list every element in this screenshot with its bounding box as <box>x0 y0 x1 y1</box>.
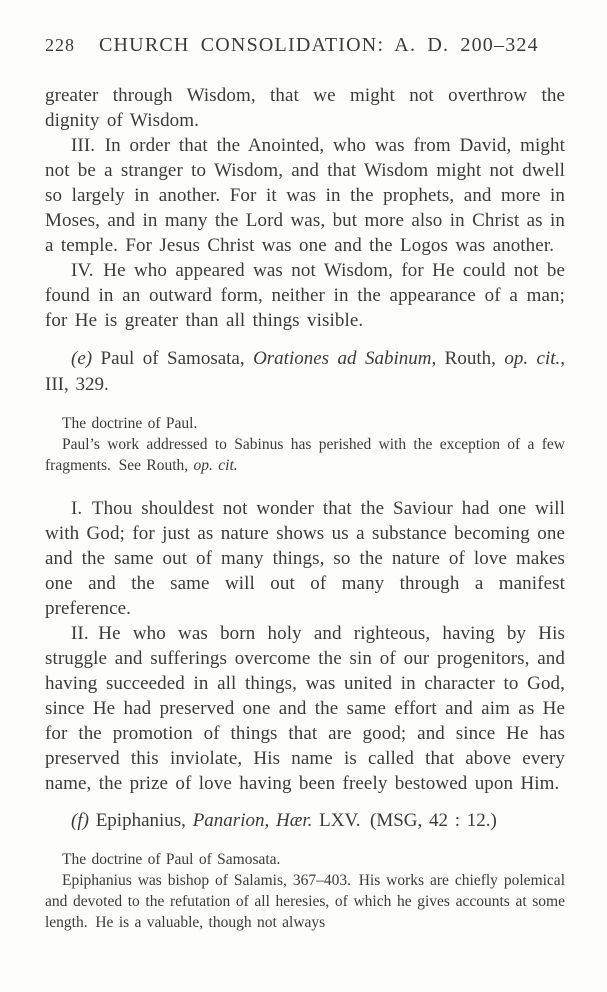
citation-e: (e) Paul of Samosata, Orationes ad Sabinum, Routh, op. cit., III, 329. <box>45 348 566 395</box>
page-body <box>45 83 565 933</box>
footnote-e-heading: The doctrine of Paul. <box>62 415 198 432</box>
footnote-e-body: Paul’s work addressed to Sabinus has perished with the exception of a few fragments. See Routh, op. cit. <box>45 436 565 474</box>
page-number: 228 <box>45 35 75 55</box>
footnote-f-body: Epiphanius was bishop of Salamis, 367–403. His works are chiefly polemical and devoted to the refutation of all heresies, of which he gives accounts at some length. He is a valuable, though not always <box>45 872 565 931</box>
paragraph-continuation: greater through Wisdom, that we might not overthrow the dignity of Wisdom. <box>45 85 565 131</box>
page-header <box>45 34 565 57</box>
paragraph-section-iv: IV. He who appeared was not Wisdom, for He could not be found in an outward form, neither in the appearance of a man; for He is greater than all things visible. <box>45 260 565 331</box>
citation-f: (f) Epiphanius, Panarion, Hær. LXV. (MSG, 42 : 12.) <box>71 810 497 831</box>
footnote-f-heading: The doctrine of Paul of Samosata. <box>62 851 281 868</box>
footnote-e <box>45 413 565 476</box>
extract-paragraph-i: I. Thou shouldest not wonder that the Saviour had one will with God; for just as nature shows us a substance becoming one and the same out of many things, so the nature of love makes one and the same will out of many through a manifest preference. <box>45 498 565 619</box>
footnote-f <box>45 849 565 933</box>
running-title: CHURCH CONSOLIDATION: A. D. 200–324 <box>99 34 539 56</box>
extract-paragraph-ii: II. He who was born holy and righteous, having by His struggle and sufferings overcome the sin of our progenitors, and having succeeded in all things, was united in character to God, since He had preserved one and the same effort and aim as He for the promotion of things that are good; and since He has preserved this inviolate, His name is called that above every name, the prize of love having been freely bestowed upon Him. <box>45 623 565 794</box>
paragraph-section-iii: III. In order that the Anointed, who was from David, might not be a stranger to Wisdom, and that Wisdom might not dwell so largely in another. For it was in the prophets, and more in Moses, and in many the Lord was, but more also in Christ as in a temple. For Jesus Christ was one and the Logos was another. <box>45 135 565 256</box>
